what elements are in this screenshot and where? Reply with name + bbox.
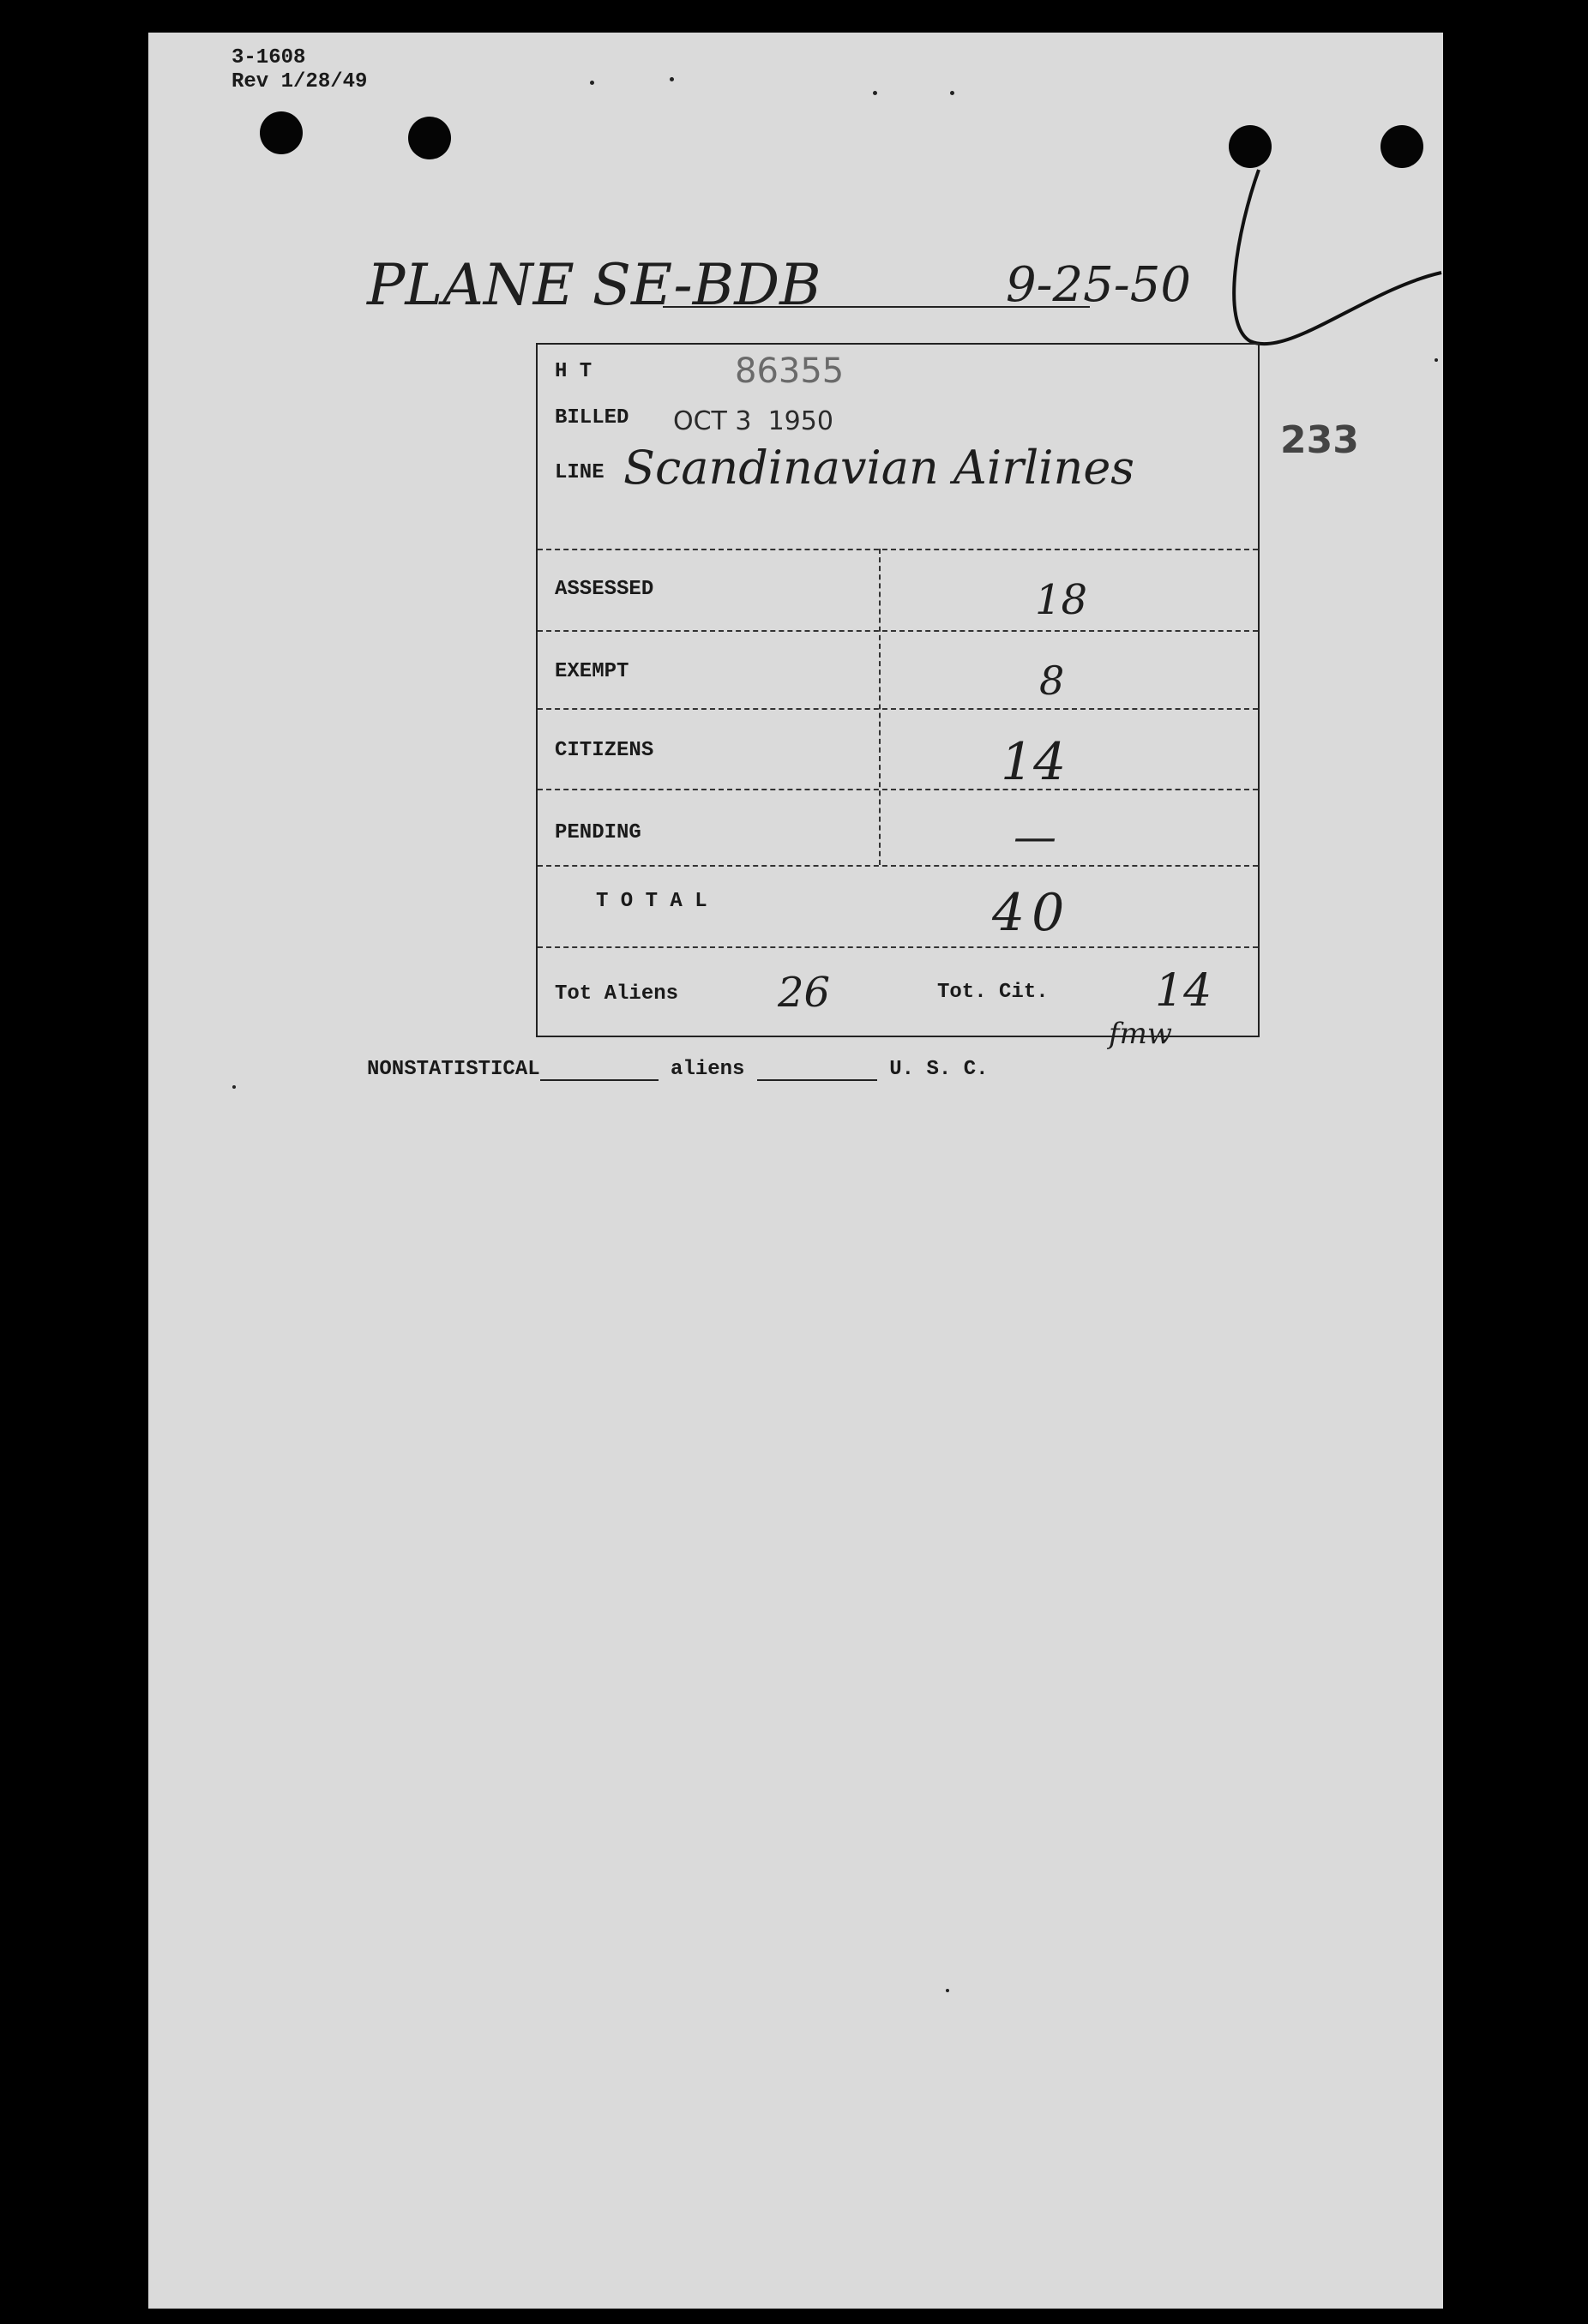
exempt-value: 8 — [1039, 658, 1065, 704]
speck — [670, 77, 674, 81]
plane-heading: PLANE SE-BDB — [367, 252, 821, 318]
divider — [538, 789, 1258, 790]
page-number-stamp: 233 — [1280, 418, 1359, 462]
speck — [1435, 358, 1438, 362]
handwritten-date: 9-25-50 — [1006, 257, 1191, 313]
assessed-label: ASSESSED — [555, 578, 654, 601]
tot-aliens-label: Tot Aliens — [555, 982, 679, 1006]
total-value: 40 — [992, 883, 1072, 943]
nonstatistical-label: NONSTATISTICAL — [367, 1058, 540, 1081]
tot-cit-label: Tot. Cit. — [937, 981, 1049, 1004]
airline-name: Scandinavian Airlines — [623, 441, 1135, 495]
column-divider — [879, 549, 881, 865]
nonstatistical-line — [367, 1058, 989, 1081]
form-number: 3-1608 — [232, 46, 306, 69]
assessed-value: 18 — [1035, 576, 1088, 624]
total-label: T O T A L — [596, 890, 707, 913]
aliens-blank — [757, 1079, 877, 1081]
nonstatistical-blank — [540, 1079, 659, 1081]
billed-label: BILLED — [555, 406, 629, 429]
punch-hole — [260, 111, 303, 154]
initials: fmw — [1109, 1017, 1172, 1051]
speck — [950, 91, 954, 95]
billed-date-stamp: OCT 3 1950 — [673, 406, 833, 436]
ht-number: 86355 — [735, 351, 845, 391]
speck — [590, 81, 594, 85]
document-page — [148, 33, 1443, 2309]
divider — [538, 708, 1258, 710]
pending-value: — — [1014, 812, 1056, 862]
heading-underline — [663, 304, 1092, 309]
tot-aliens-value: 26 — [778, 969, 831, 1017]
speck — [873, 91, 877, 95]
margin-pen-stroke — [1212, 153, 1443, 375]
line-label: LINE — [555, 461, 605, 484]
form-revision: Rev 1/28/49 — [232, 70, 368, 93]
citizens-value: 14 — [1001, 732, 1067, 792]
divider — [538, 865, 1258, 867]
pending-label: PENDING — [555, 821, 641, 844]
divider — [538, 630, 1258, 632]
citizens-label: CITIZENS — [555, 739, 654, 762]
divider — [538, 549, 1258, 550]
exempt-label: EXEMPT — [555, 660, 629, 683]
aliens-label: aliens — [671, 1058, 745, 1081]
divider — [538, 946, 1258, 948]
speck — [946, 1989, 949, 1992]
usc-label: U. S. C. — [889, 1058, 989, 1081]
ht-label: H T — [555, 360, 592, 383]
punch-hole — [408, 117, 451, 159]
tot-cit-value: 14 — [1155, 965, 1212, 1017]
statistics-box — [536, 343, 1260, 1037]
speck — [232, 1085, 236, 1089]
